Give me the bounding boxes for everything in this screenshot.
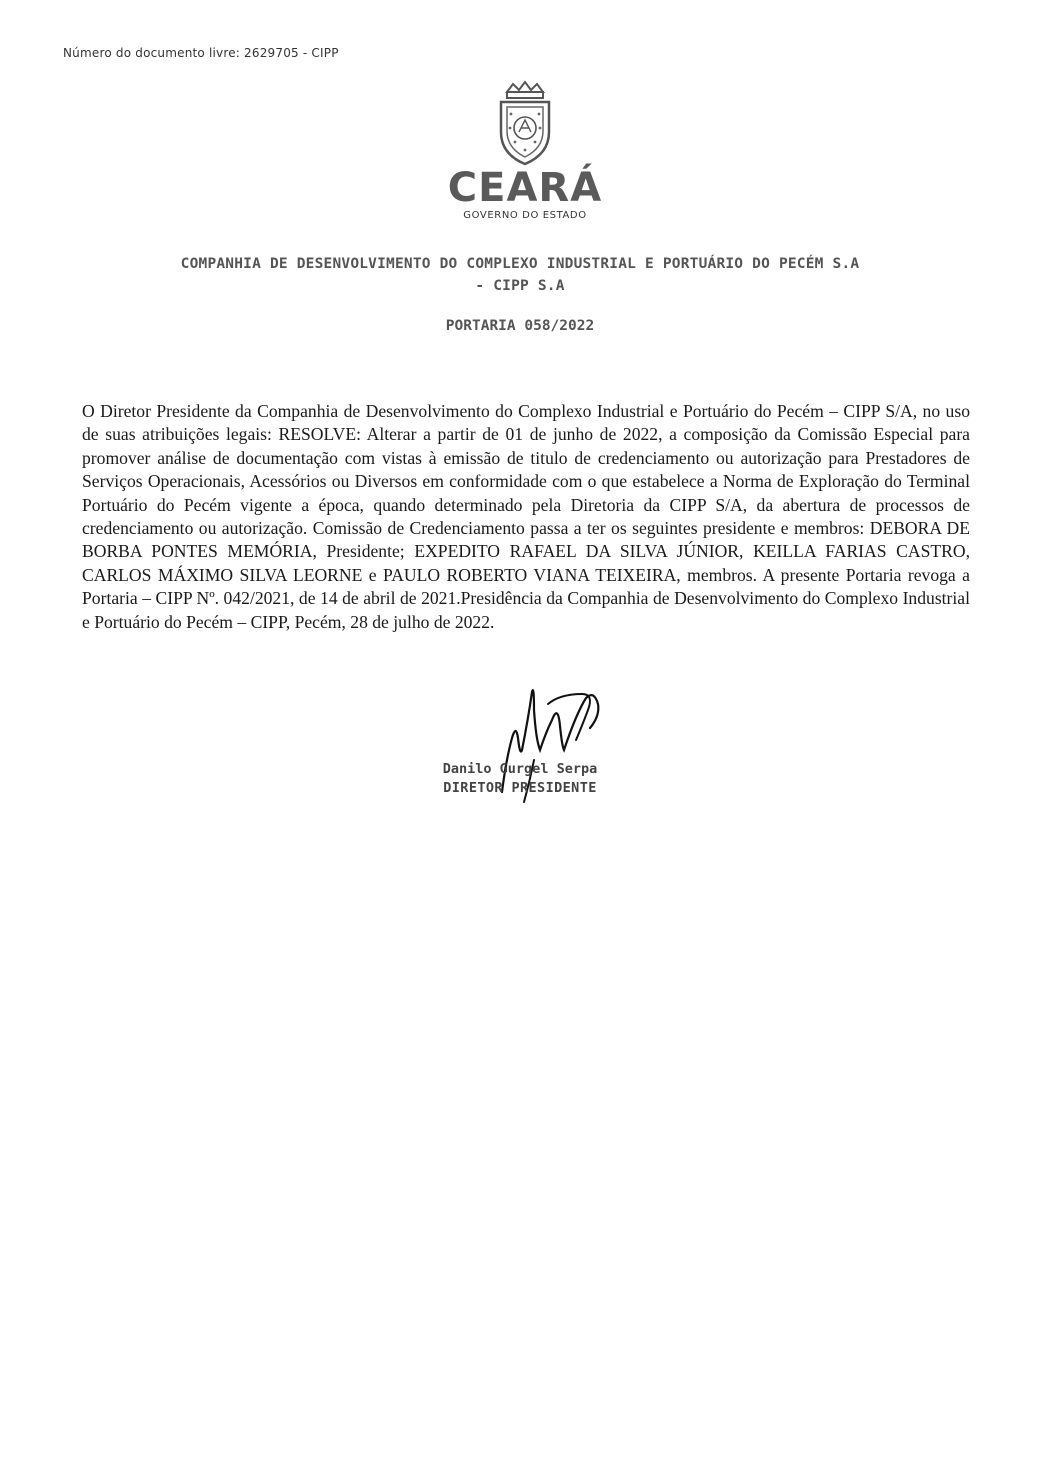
signer-block: [360, 760, 680, 798]
company-heading: [40, 253, 1000, 297]
signer-role: DIRETOR PRESIDENTE: [443, 780, 597, 796]
company-name-line1: COMPANHIA DE DESENVOLVIMENTO DO COMPLEXO INDUSTRIAL E PORTUÁRIO DO PECÉM S.A: [180, 256, 860, 272]
document-number: Número do documento livre: 2629705 - CIPP: [63, 46, 339, 60]
company-name-line2: - CIPP S.A: [475, 278, 565, 294]
state-government-subtitle: GOVERNO DO ESTADO: [463, 210, 587, 221]
state-name: CEARÁ: [447, 165, 603, 211]
signer-name: Danilo Gurgel Serpa: [442, 761, 598, 777]
coat-of-arms-icon: [493, 80, 557, 166]
portaria-title: PORTARIA 058/2022: [445, 318, 595, 334]
state-logo: [420, 80, 630, 221]
resolution-paragraph: O Diretor Presidente da Companhia de Desenvolvimento do Complexo Industrial e Portuário do Pecém – CIPP S/A, no uso de suas atribuições legais: RESOLVE: Alterar a partir de 01 de junho de 2022, a composição da Comissão Especial para promover análise de documentação com vistas à emissão de titulo de credenciamento ou autorização para Prestadores de Serviços Operacionais, Acessórios ou Diversos em conformidade com o que estabelece a Norma de Exploração do Terminal Portuário do Pecém vigente a época, quando determinado pela Diretoria da CIPP S/A, da abertura de processos de credenciamento ou autorização. Comissão de Credenciamento passa a ter os seguintes presidente e membros: DEBORA DE BORBA PONTES MEMÓRIA, Presidente; EXPEDITO RAFAEL DA SILVA JÚNIOR, KEILLA FARIAS CASTRO, CARLOS MÁXIMO SILVA LEORNE e PAULO ROBERTO VIANA TEIXEIRA, membros. A presente Portaria revoga a Portaria – CIPP Nº. 042/2021, de 14 de abril de 2021.Presidência da Companhia de Desenvolvimento do Complexo Industrial e Portuário do Pecém – CIPP, Pecém, 28 de julho de 2022.: [82, 401, 970, 632]
